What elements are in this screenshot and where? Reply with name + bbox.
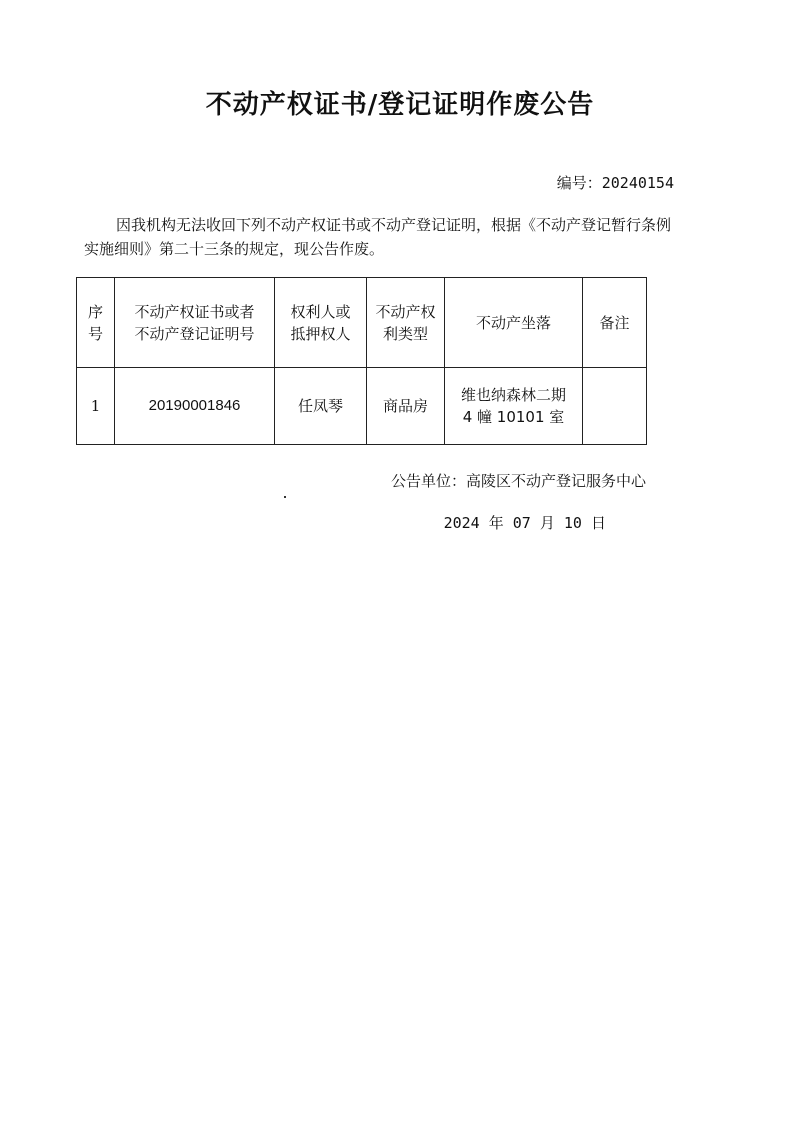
cell-location: 维也纳森林二期 4 幢 10101 室 xyxy=(445,368,583,445)
table-header-row xyxy=(77,278,647,368)
announcement-table xyxy=(76,277,647,445)
header-type: 不动产权 利类型 xyxy=(367,278,445,368)
cell-type: 商品房 xyxy=(367,368,445,445)
table-row xyxy=(77,368,647,445)
header-seq: 序 号 xyxy=(77,278,115,368)
header-note: 备注 xyxy=(583,278,647,368)
cell-cert-no: 20190001846 xyxy=(115,368,275,445)
announcing-unit: 公告单位：高陵区不动产登记服务中心 xyxy=(390,472,646,490)
cell-owner: 任凤琴 xyxy=(275,368,367,445)
announcement-date: 2024 年 07 月 10 日 xyxy=(443,514,606,532)
document-number-value: 20240154 xyxy=(601,174,674,192)
header-owner: 权利人或 抵押权人 xyxy=(275,278,367,368)
document-number xyxy=(557,172,674,193)
cell-seq: 1 xyxy=(77,368,115,445)
announcement-body: 因我机构无法收回下列不动产权证书或不动产登记证明，根据《不动产登记暂行条例实施细则》第二十三条的规定，现公告作废。 xyxy=(84,216,672,258)
cell-note xyxy=(583,368,647,445)
stray-mark xyxy=(284,496,286,498)
header-location: 不动产坐落 xyxy=(445,278,583,368)
document-number-label: 编号： xyxy=(556,174,602,192)
page-title: 不动产权证书/登记证明作废公告 xyxy=(205,90,595,120)
header-cert-no: 不动产权证书或者 不动产登记证明号 xyxy=(115,278,275,368)
